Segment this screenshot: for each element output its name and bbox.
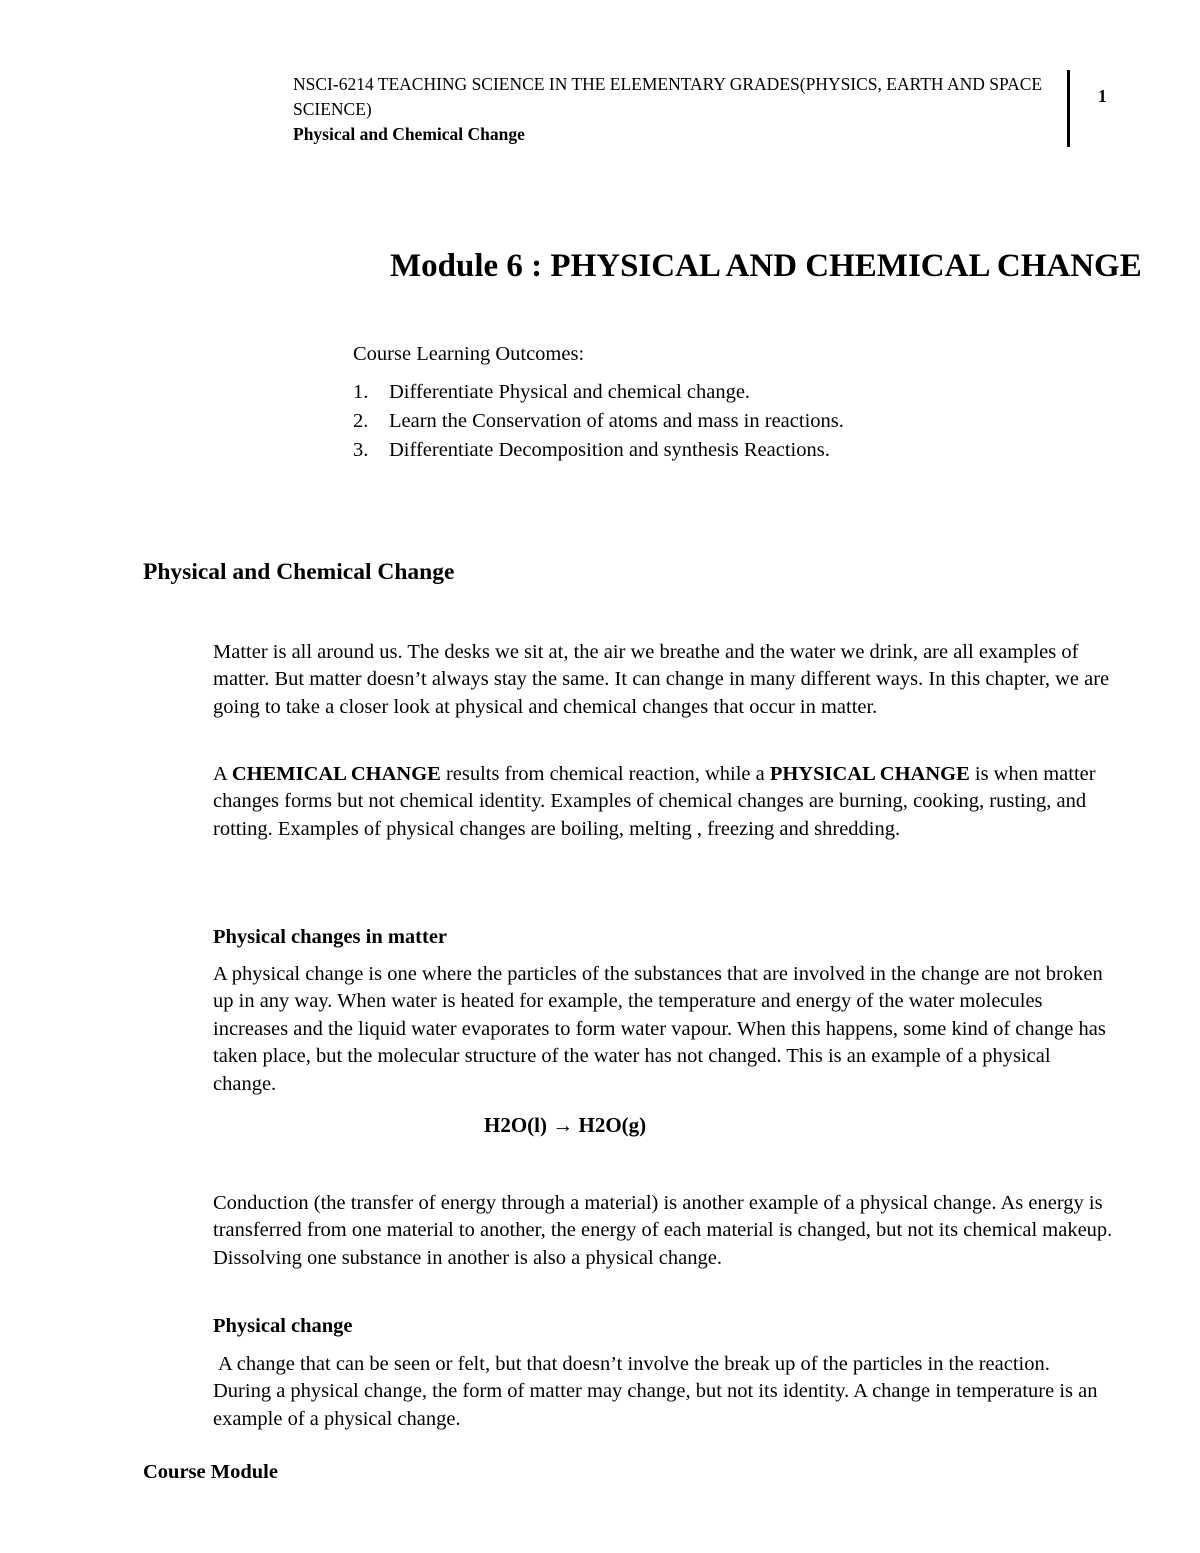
physical-change-term: PHYSICAL CHANGE xyxy=(769,763,970,785)
course-title: NSCI-6214 TEACHING SCIENCE IN THE ELEMENTARY GRADES(PHYSICS, EARTH AND SPACE SCIENCE) xyxy=(293,74,1043,119)
definition-text: results from chemical reaction, while a xyxy=(440,763,770,785)
physical-change-paragraph: A change that can be seen or felt, but that doesn’t involve the break up of the particles in the reaction. During a physical change, the form of matter may change, but not its identity. A change in temperature is an example of a physical change. xyxy=(213,1353,1098,1430)
definition-text: A xyxy=(213,763,232,785)
running-header xyxy=(293,72,1053,147)
page-number: 1 xyxy=(1098,86,1107,106)
physical-changes-paragraph: A physical change is one where the particles of the substances that are involved in the change are not broken up in any way. When water is heated for example, the temperature and energy of the water molecules increases and the liquid water evaporates to form water vapour. When this happens, some kind of change has taken place, but the molecular structure of the water has not changed. This is an example of a physical change. xyxy=(213,963,1106,1095)
conduction-paragraph: Conduction (the transfer of energy through a material) is another example of a physical change. As energy is transferred from one material to another, the energy of each material is changed, but not its chemical makeup. Dissolving one substance in another is also a physical change. xyxy=(213,1192,1113,1269)
footer-label: Course Module xyxy=(143,1461,278,1483)
outcomes-list xyxy=(353,378,844,465)
outcome-number: 2. xyxy=(353,410,369,432)
outcome-number: 3. xyxy=(353,439,369,461)
intro-paragraph: Matter is all around us. The desks we sit at, the air we breathe and the water we drink, are all examples of matter. But matter doesn’t always stay the same. It can change in many different ways. In this chapter, we are going to take a closer look at physical and chemical changes that occur in matter. xyxy=(213,641,1110,718)
physical-changes-heading: Physical changes in matter xyxy=(213,926,448,948)
definition-text: is when matter changes forms but not chemical identity. Examples of chemical changes are burning, cooking, rusting, and rotting. Examples of physical changes are boiling, melting , freezing and shredding. xyxy=(213,763,1096,840)
definition-paragraph xyxy=(213,761,1113,843)
outcome-text: Learn the Conservation of atoms and mass in reactions. xyxy=(389,410,844,432)
physical-change-heading: Physical change xyxy=(213,1315,353,1337)
module-title: Module 6 : PHYSICAL AND CHEMICAL CHANGE xyxy=(390,248,1142,284)
outcome-item xyxy=(353,378,844,407)
water-equation: H2O(l) → H2O(g) xyxy=(484,1113,647,1137)
section-heading: Physical and Chemical Change xyxy=(143,559,455,585)
chemical-change-term: CHEMICAL CHANGE xyxy=(231,763,441,785)
outcomes-heading: Course Learning Outcomes: xyxy=(353,343,585,365)
outcome-text: Differentiate Physical and chemical change. xyxy=(389,381,751,403)
outcome-number: 1. xyxy=(353,381,369,403)
outcome-item xyxy=(353,407,844,436)
outcome-text: Differentiate Decomposition and synthesis Reactions. xyxy=(389,439,830,461)
header-divider xyxy=(1067,70,1070,147)
outcome-item xyxy=(353,436,844,465)
header-subtitle: Physical and Chemical Change xyxy=(293,124,525,144)
